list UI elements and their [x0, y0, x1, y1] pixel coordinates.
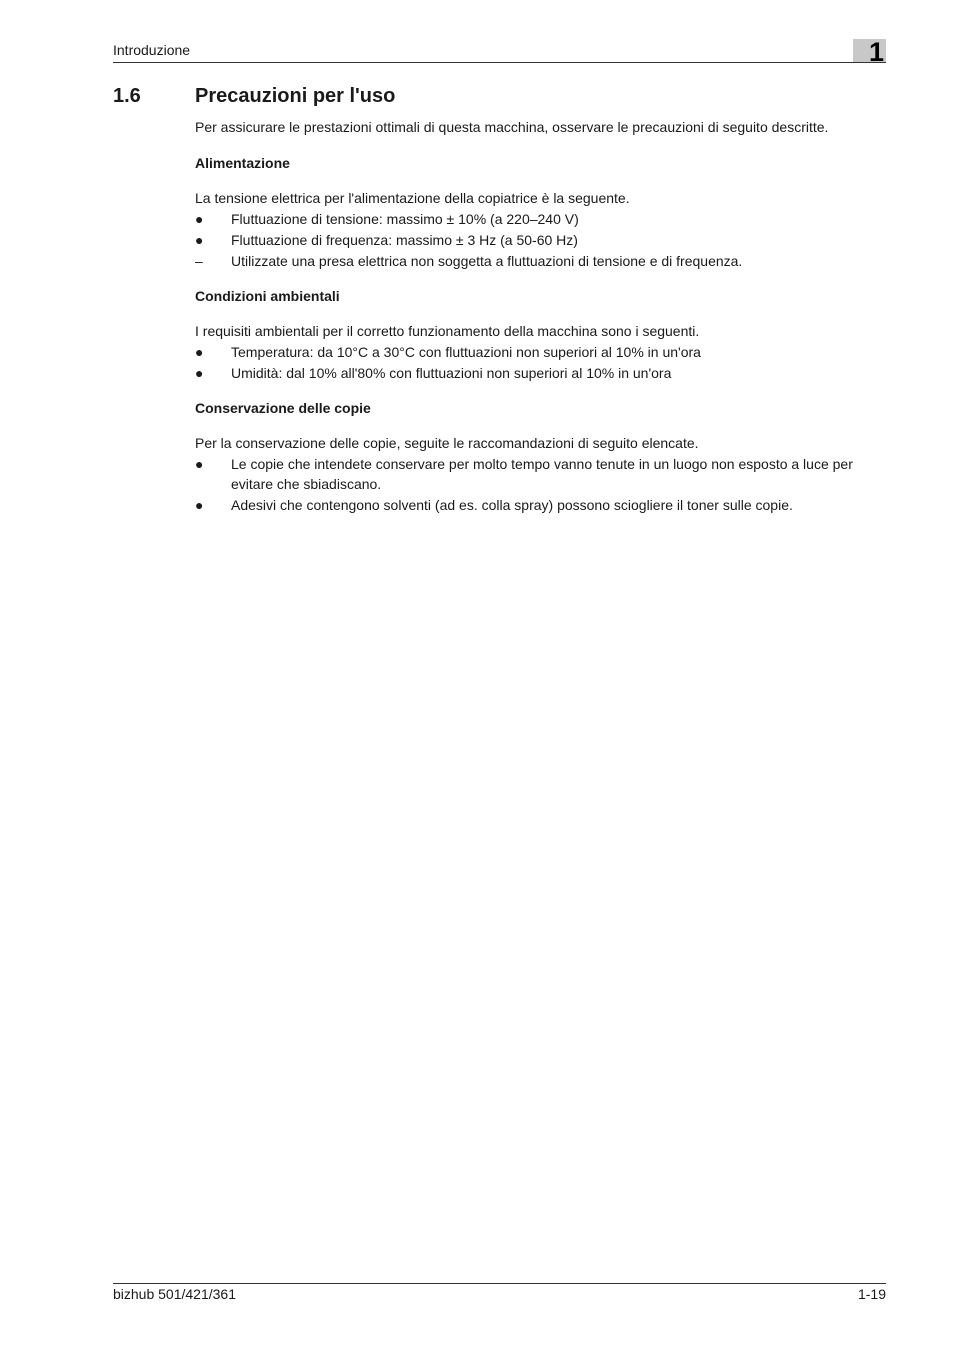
bullet-marker: ● [195, 232, 204, 248]
list-item [195, 363, 886, 383]
list-item-text: Umidità: dal 10% all'80% con fluttuazioni non superiori al 10% in un'ora [231, 365, 672, 381]
environment-list [195, 342, 886, 383]
bullet-marker: ● [195, 497, 204, 513]
subsection-heading-environment: Condizioni ambientali [195, 288, 340, 304]
bullet-marker: ● [195, 456, 204, 472]
section-number: 1.6 [113, 85, 141, 107]
list-item [195, 454, 886, 494]
subsection-heading-power: Alimentazione [195, 155, 290, 171]
list-item [195, 342, 886, 362]
list-item-text: Fluttuazione di tensione: massimo ± 10% (a 220–240 V) [231, 211, 579, 227]
section-title: Precauzioni per l'uso [195, 85, 396, 107]
subsection-intro-power: La tensione elettrica per l'alimentazione della copiatrice è la seguente. [195, 190, 630, 206]
list-item [195, 495, 886, 515]
list-item-text: Fluttuazione di frequenza: massimo ± 3 Hz (a 50-60 Hz) [231, 232, 578, 248]
footer-divider [113, 1283, 886, 1284]
list-item-text: Temperatura: da 10°C a 30°C con fluttuazioni non superiori al 10% in un'ora [231, 344, 701, 360]
running-header: Introduzione [113, 42, 191, 58]
list-item-text: Adesivi che contengono solventi (ad es. colla spray) possono sciogliere il toner sulle copie. [231, 497, 793, 513]
subsection-intro-storage: Per la conservazione delle copie, seguite le raccomandazioni di seguito elencate. [195, 435, 699, 451]
chapter-tab [853, 37, 886, 67]
bullet-marker: ● [195, 211, 204, 227]
list-item [195, 209, 886, 229]
list-item [195, 251, 886, 271]
footer-product-name: bizhub 501/421/361 [113, 1286, 236, 1302]
header-divider [113, 62, 886, 63]
subsection-intro-environment: I requisiti ambientali per il corretto funzionamento della macchina sono i seguenti. [195, 323, 700, 339]
chapter-number: 1 [868, 37, 884, 67]
bullet-marker: ● [195, 344, 204, 360]
bullet-marker: ● [195, 365, 204, 381]
power-list [195, 209, 886, 271]
list-item [195, 230, 886, 250]
section-content [195, 117, 886, 530]
list-item-text: Le copie che intendete conservare per molto tempo vanno tenute in un luogo non esposto a luce per evitare che sbiadiscano. [231, 456, 853, 492]
section-intro: Per assicurare le prestazioni ottimali di questa macchina, osservare le precauzioni di seguito descritte. [195, 119, 829, 135]
storage-list [195, 454, 886, 515]
page-number: 1-19 [857, 1286, 886, 1302]
subsection-heading-storage: Conservazione delle copie [195, 400, 371, 416]
dash-marker: – [195, 253, 203, 269]
list-item-text: Utilizzate una presa elettrica non soggetta a fluttuazioni di tensione e di frequenza. [231, 253, 743, 269]
